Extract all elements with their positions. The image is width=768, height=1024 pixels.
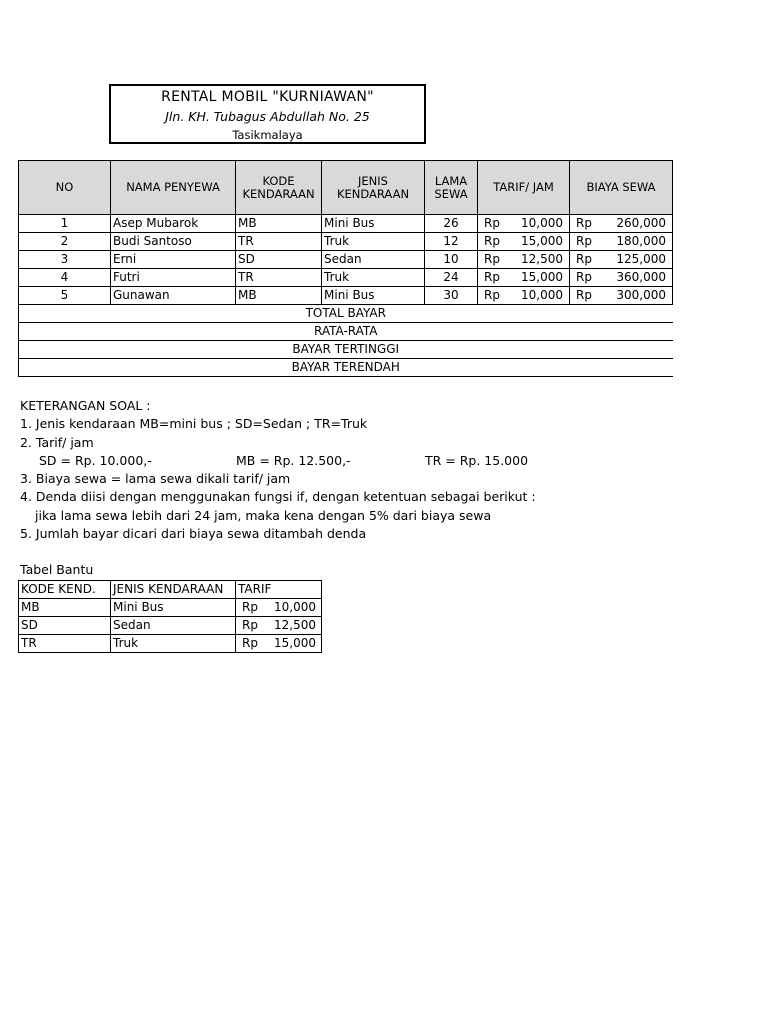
currency-label: Rp xyxy=(484,288,500,302)
summary-min-label[interactable]: BAYAR TERENDAH xyxy=(19,359,673,377)
summary-average-label[interactable]: RATA-RATA xyxy=(19,323,673,341)
cell-nama[interactable]: Budi Santoso xyxy=(111,233,236,251)
summary-total-label[interactable]: TOTAL BAYAR xyxy=(19,305,673,323)
title-box xyxy=(109,84,426,144)
currency-label: Rp xyxy=(576,216,592,230)
note-item-4: 4. Denda diisi dengan menggunakan fungsi if, dengan ketentuan sebagai berikut : xyxy=(20,489,536,505)
note-item-2: 2. Tarif/ jam xyxy=(20,434,94,450)
tarif-list xyxy=(20,452,720,470)
helper-row xyxy=(19,617,322,635)
cell-kode[interactable]: TR xyxy=(236,233,322,251)
col-header-nama[interactable]: NAMA PENYEWA xyxy=(111,161,236,215)
cell-kode[interactable]: MB xyxy=(236,287,322,305)
note-item-5: 5. Jumlah bayar dicari dari biaya sewa ditambah denda xyxy=(20,526,367,542)
helper-col-jenis[interactable]: JENIS KENDARAAN xyxy=(111,581,236,599)
cell-lama[interactable]: 10 xyxy=(425,251,478,269)
currency-label: Rp xyxy=(484,234,500,248)
helper-row xyxy=(19,599,322,617)
col-header-jenis[interactable]: JENIS KENDARAAN xyxy=(322,161,425,215)
tarif-sd: SD = Rp. 10.000,- xyxy=(39,452,152,468)
helper-cell-kode[interactable]: SD xyxy=(19,617,111,635)
helper-col-kode[interactable]: KODE KEND. xyxy=(19,581,111,599)
tarif-value: 10,000 xyxy=(521,288,563,302)
helper-header-row xyxy=(19,581,322,599)
currency-label: Rp xyxy=(242,618,258,632)
cell-no[interactable]: 4 xyxy=(19,269,111,287)
currency-label: Rp xyxy=(242,600,258,614)
cell-biaya[interactable] xyxy=(570,251,673,269)
cell-jenis[interactable]: Truk xyxy=(322,233,425,251)
summary-max-label[interactable]: BAYAR TERTINGGI xyxy=(19,341,673,359)
cell-jenis[interactable]: Mini Bus xyxy=(322,215,425,233)
cell-lama[interactable]: 26 xyxy=(425,215,478,233)
cell-tarif[interactable] xyxy=(478,251,570,269)
col-header-biaya[interactable]: BIAYA SEWA xyxy=(570,161,673,215)
cell-kode[interactable]: SD xyxy=(236,251,322,269)
company-address: Jln. KH. Tubagus Abdullah No. 25 xyxy=(165,109,370,124)
cell-jenis[interactable]: Mini Bus xyxy=(322,287,425,305)
tarif-value: 12,500 xyxy=(521,252,563,266)
rental-table xyxy=(18,160,673,377)
helper-cell-tarif[interactable] xyxy=(236,635,322,653)
biaya-value: 180,000 xyxy=(616,234,666,248)
helper-row xyxy=(19,635,322,653)
helper-cell-kode[interactable]: TR xyxy=(19,635,111,653)
tarif-value: 15,000 xyxy=(521,270,563,284)
cell-no[interactable]: 1 xyxy=(19,215,111,233)
tarif-mb: MB = Rp. 12.500,- xyxy=(236,452,351,468)
cell-tarif[interactable] xyxy=(478,269,570,287)
table-header-row xyxy=(19,161,673,215)
company-title: RENTAL MOBIL "KURNIAWAN" xyxy=(161,89,374,105)
tarif-value: 15,000 xyxy=(274,636,316,650)
tarif-value: 12,500 xyxy=(274,618,316,632)
cell-biaya[interactable] xyxy=(570,287,673,305)
currency-label: Rp xyxy=(484,216,500,230)
helper-table xyxy=(18,580,322,653)
biaya-value: 125,000 xyxy=(616,252,666,266)
helper-cell-jenis[interactable]: Truk xyxy=(111,635,236,653)
note-item-3: 3. Biaya sewa = lama sewa dikali tarif/ jam xyxy=(20,471,291,487)
cell-no[interactable]: 5 xyxy=(19,287,111,305)
table-row xyxy=(19,287,673,305)
cell-jenis[interactable]: Truk xyxy=(322,269,425,287)
biaya-value: 260,000 xyxy=(616,216,666,230)
helper-cell-jenis[interactable]: Mini Bus xyxy=(111,599,236,617)
table-row xyxy=(19,269,673,287)
cell-tarif[interactable] xyxy=(478,287,570,305)
company-city: Tasikmalaya xyxy=(232,128,303,142)
cell-tarif[interactable] xyxy=(478,233,570,251)
tarif-value: 10,000 xyxy=(521,216,563,230)
notes-heading: KETERANGAN SOAL : xyxy=(20,398,151,413)
cell-kode[interactable]: MB xyxy=(236,215,322,233)
cell-lama[interactable]: 30 xyxy=(425,287,478,305)
helper-cell-jenis[interactable]: Sedan xyxy=(111,617,236,635)
cell-nama[interactable]: Erni xyxy=(111,251,236,269)
cell-nama[interactable]: Gunawan xyxy=(111,287,236,305)
currency-label: Rp xyxy=(484,270,500,284)
currency-label: Rp xyxy=(576,270,592,284)
tarif-value: 15,000 xyxy=(521,234,563,248)
summary-row-total xyxy=(19,305,673,323)
note-item-4-detail: jika lama sewa lebih dari 24 jam, maka kena dengan 5% dari biaya sewa xyxy=(35,507,492,523)
tarif-value: 10,000 xyxy=(274,600,316,614)
table-row xyxy=(19,251,673,269)
cell-biaya[interactable] xyxy=(570,215,673,233)
note-item-1: 1. Jenis kendaraan MB=mini bus ; SD=Sedan ; TR=Truk xyxy=(20,416,368,432)
summary-row-min xyxy=(19,359,673,377)
col-header-kode[interactable]: KODE KENDARAAN xyxy=(236,161,322,215)
currency-label: Rp xyxy=(484,252,500,266)
cell-jenis[interactable]: Sedan xyxy=(322,251,425,269)
cell-nama[interactable]: Futri xyxy=(111,269,236,287)
cell-lama[interactable]: 24 xyxy=(425,269,478,287)
cell-tarif[interactable] xyxy=(478,215,570,233)
cell-no[interactable]: 3 xyxy=(19,251,111,269)
helper-table-title: Tabel Bantu xyxy=(20,562,94,577)
cell-kode[interactable]: TR xyxy=(236,269,322,287)
currency-label: Rp xyxy=(576,252,592,266)
cell-lama[interactable]: 12 xyxy=(425,233,478,251)
currency-label: Rp xyxy=(576,234,592,248)
cell-no[interactable]: 2 xyxy=(19,233,111,251)
col-header-lama[interactable]: LAMA SEWA xyxy=(425,161,478,215)
helper-cell-tarif[interactable] xyxy=(236,599,322,617)
tarif-tr: TR = Rp. 15.000 xyxy=(425,452,529,468)
table-row xyxy=(19,215,673,233)
cell-biaya[interactable] xyxy=(570,233,673,251)
table-row xyxy=(19,233,673,251)
summary-row-max xyxy=(19,341,673,359)
helper-cell-tarif[interactable] xyxy=(236,617,322,635)
summary-row-average xyxy=(19,323,673,341)
biaya-value: 300,000 xyxy=(616,288,666,302)
helper-cell-kode[interactable]: MB xyxy=(19,599,111,617)
currency-label: Rp xyxy=(242,636,258,650)
notes-section xyxy=(20,397,720,543)
cell-nama[interactable]: Asep Mubarok xyxy=(111,215,236,233)
col-header-no[interactable]: NO xyxy=(19,161,111,215)
cell-biaya[interactable] xyxy=(570,269,673,287)
helper-col-tarif[interactable]: TARIF xyxy=(236,581,322,599)
currency-label: Rp xyxy=(576,288,592,302)
biaya-value: 360,000 xyxy=(616,270,666,284)
col-header-tarif[interactable]: TARIF/ JAM xyxy=(478,161,570,215)
